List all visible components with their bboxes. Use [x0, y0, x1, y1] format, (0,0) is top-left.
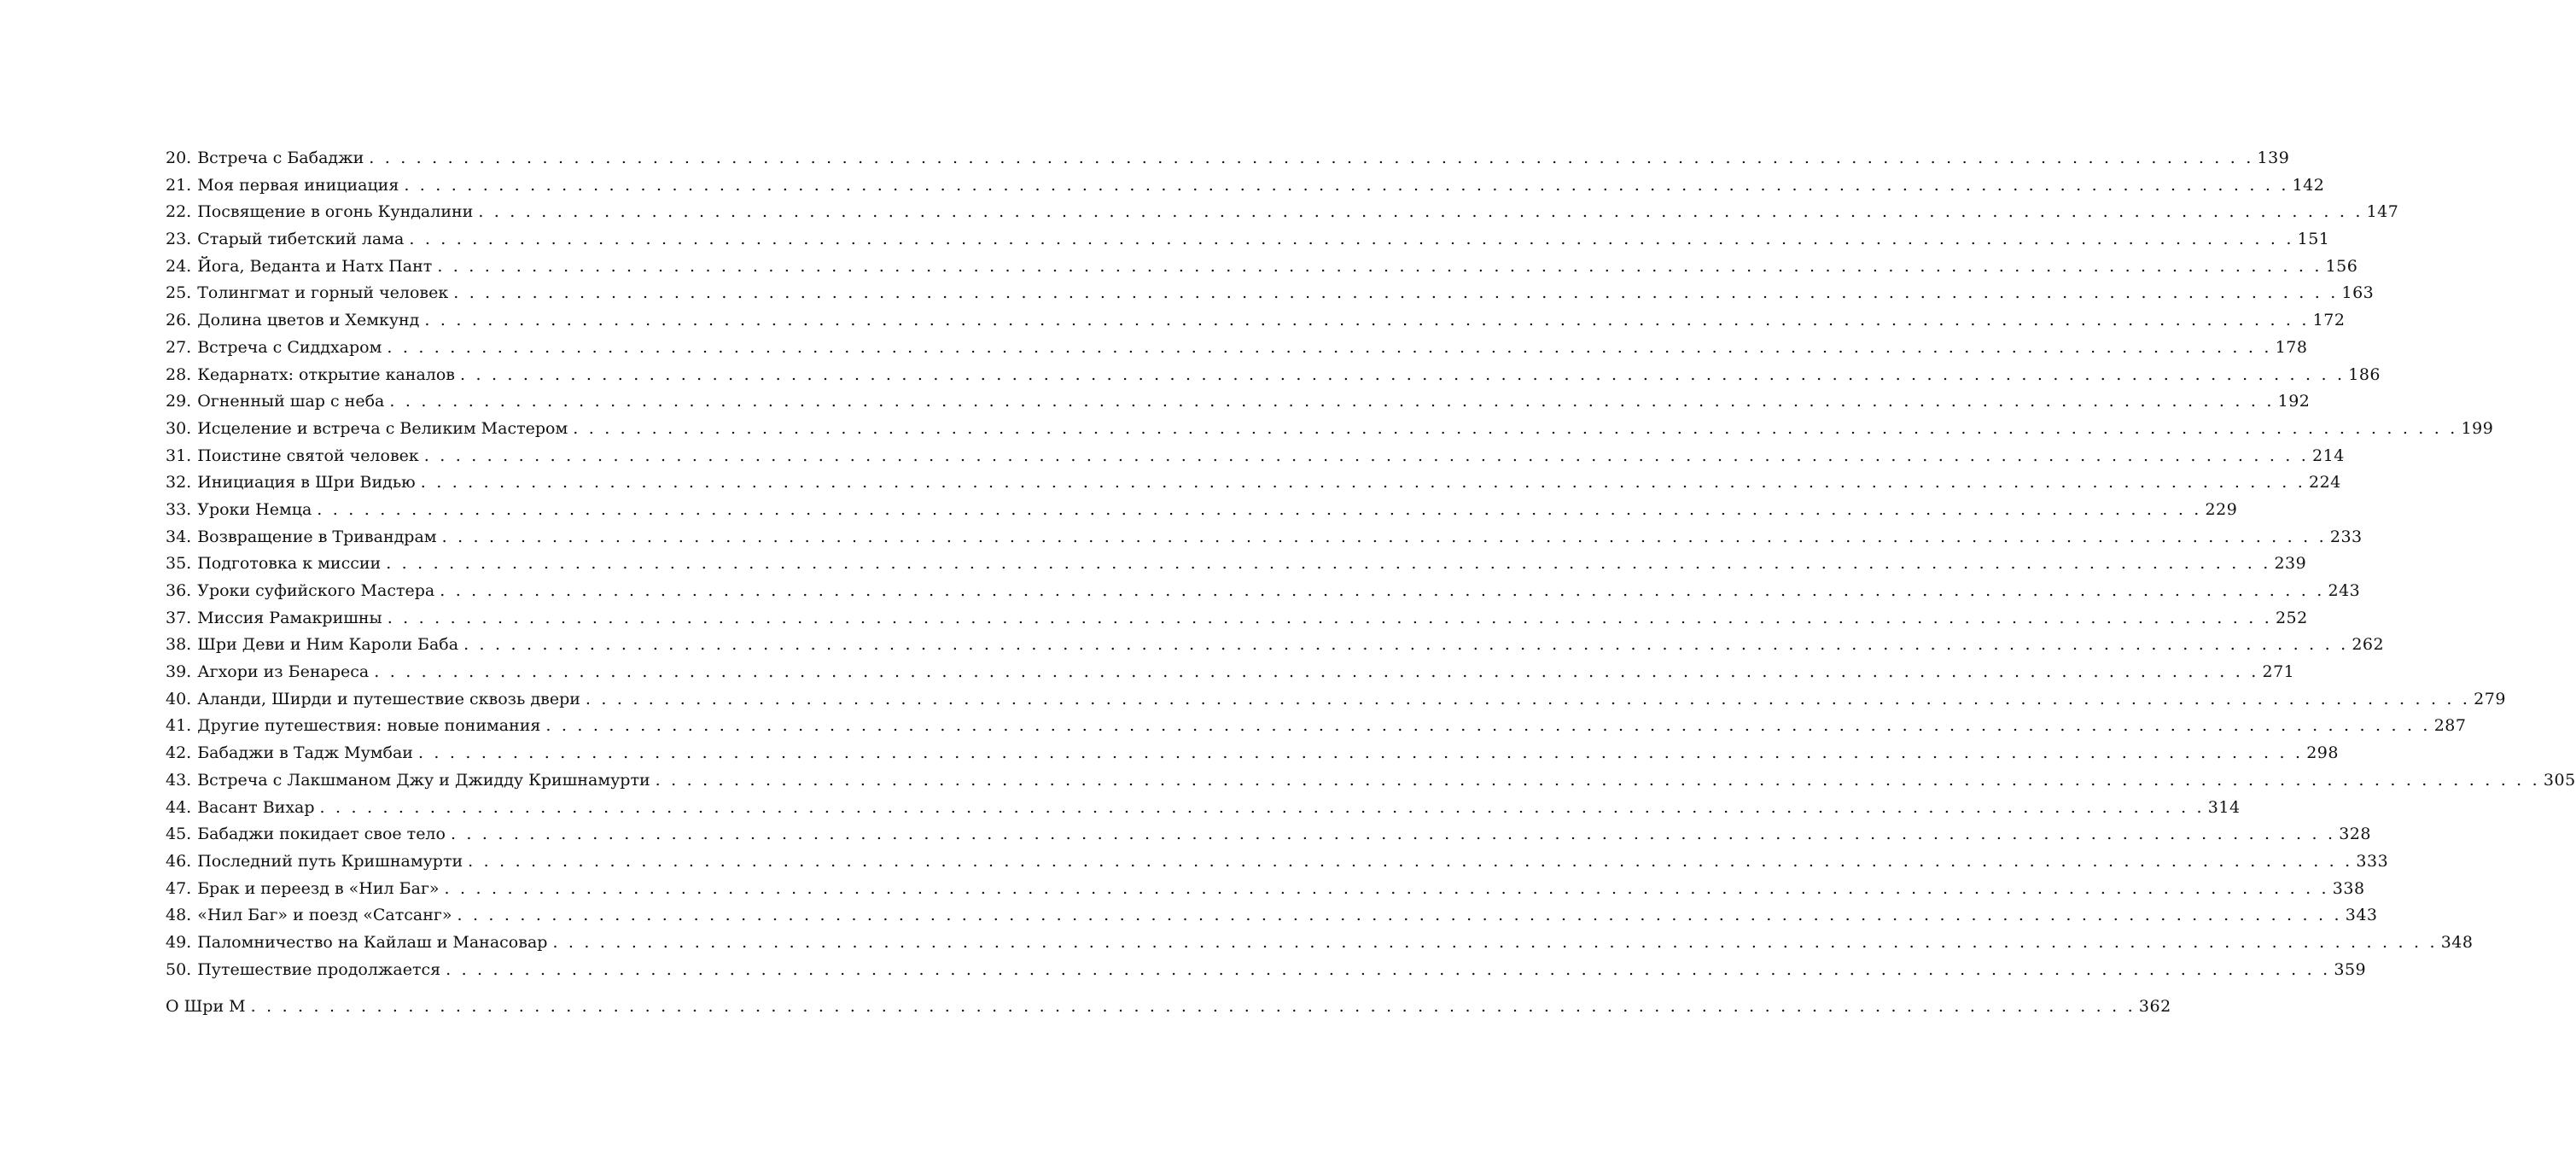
toc-entry — [166, 957, 2367, 984]
toc-entry — [166, 848, 2389, 876]
page-number: 172 — [2312, 311, 2346, 330]
chapter-title: Брак и переезд в «Нил Баг» — [197, 878, 440, 898]
page-number: 271 — [2262, 662, 2295, 682]
chapter-title: Другие путешествия: новые понимания — [197, 716, 541, 736]
chapter-number: 39. — [166, 662, 192, 682]
dot-leader: . . . . . . . . . . . . . . . . . . . . . . . . . . . . . . . . . . . . . . . . . . . . . . . . . . . . . . . . . . . . . . . . . . . . . . . . . . . . . . . . . . . . . . . . . . . . . . . . . . . . . . . . . . . . . . . . . . . . . . . . — [423, 446, 2310, 465]
chapter-title: Шри Деви и Ним Кароли Баба — [197, 635, 459, 655]
toc-entry — [166, 388, 2311, 416]
toc-entry — [166, 795, 2241, 822]
chapter-number: 35. — [166, 554, 192, 574]
dot-leader: . . . . . . . . . . . . . . . . . . . . . . . . . . . . . . . . . . . . . . . . . . . . . . . . . . . . . . . . . . . . . . . . . . . . . . . . . . . . . . . . . . . . . . . . . . . . . . . . . . . . . . . . . . . . . . . . . . . . . . . . — [386, 554, 2271, 574]
chapter-title: Посвящение в огонь Кундалини — [197, 202, 474, 222]
chapter-number: 23. — [166, 230, 192, 249]
chapter-number: 33. — [166, 499, 192, 519]
chapter-title: Подготовка к миссии — [197, 554, 382, 574]
chapter-number: 20. — [166, 149, 192, 167]
page-number: 199 — [2461, 418, 2494, 438]
page-number: 287 — [2433, 716, 2467, 736]
dot-leader: . . . . . . . . . . . . . . . . . . . . . . . . . . . . . . . . . . . . . . . . . . . . . . . . . . . . . . . . . . . . . . . . . . . . . . . . . . . . . . . . . . . . . . . . . . . . . . . . . . . . . . . . . . . . . . . . . . . . . . . . — [417, 743, 2304, 763]
dot-leader: . . . . . . . . . . . . . . . . . . . . . . . . . . . . . . . . . . . . . . . . . . . . . . . . . . . . . . . . . . . . . . . . . . . . . . . . . . . . . . . . . . . . . . . . . . . . . . . . . . . . . . . . . . . . . . . . . . . . . . . . — [369, 149, 2254, 167]
chapter-title: Инициация в Шри Видью — [197, 473, 416, 493]
chapter-title: Встреча с Сиддхаром — [197, 337, 382, 357]
toc-entry — [166, 659, 2295, 686]
dot-leader: . . . . . . . . . . . . . . . . . . . . . . . . . . . . . . . . . . . . . . . . . . . . . . . . . . . . . . . . . . . . . . . . . . . . . . . . . . . . . . . . . . . . . . . . . . . . . . . . . . . . . . . . . . . . . . . . . . . . . . . . — [440, 581, 2325, 600]
chapter-number: 40. — [166, 689, 192, 708]
chapter-number: 27. — [166, 337, 192, 357]
chapter-title: Долина цветов и Хемкунд — [197, 311, 420, 330]
chapter-title: Уроки Немца — [197, 499, 312, 519]
chapter-title: Бабаджи в Тадж Мумбаи — [197, 743, 413, 763]
page-number: 252 — [2275, 608, 2308, 627]
appendix-title: О Шри М — [166, 997, 246, 1017]
page-number: 156 — [2325, 256, 2358, 276]
page-number: 298 — [2306, 743, 2339, 763]
chapter-title: Васант Вихар — [197, 797, 315, 817]
chapter-number: 50. — [166, 959, 192, 979]
chapter-title: Аланди, Ширди и путешествие сквозь двери — [197, 689, 580, 708]
chapter-title: Толингмат и горный человек — [197, 283, 449, 303]
chapter-title: Встреча с Лакшманом Джу и Джидду Кришнамурти — [197, 770, 650, 790]
dot-leader: . . . . . . . . . . . . . . . . . . . . . . . . . . . . . . . . . . . . . . . . . . . . . . . . . . . . . . . . . . . . . . . . . . . . . . . . . . . . . . . . . . . . . . . . . . . . . . . . . . . . . . . . . . . . . . . . . . . . . . . . — [409, 230, 2294, 249]
chapter-number: 38. — [166, 635, 192, 655]
dot-leader: . . . . . . . . . . . . . . . . . . . . . . . . . . . . . . . . . . . . . . . . . . . . . . . . . . . . . . . . . . . . . . . . . . . . . . . . . . . . . . . . . . . . . . . . . . . . . . . . . . . . . . . . . . . . . . . . . . . . . . . . — [552, 932, 2438, 952]
dot-leader: . . . . . . . . . . . . . . . . . . . . . . . . . . . . . . . . . . . . . . . . . . . . . . . . . . . . . . . . . . . . . . . . . . . . . . . . . . . . . . . . . . . . . . . . . . . . . . . . . . . . . . . . . . . . . . . . . . . . . . . . — [573, 418, 2458, 438]
chapter-number: 24. — [166, 256, 192, 276]
chapter-title: Исцеление и встреча с Великим Мастером — [197, 418, 568, 438]
dot-leader: . . . . . . . . . . . . . . . . . . . . . . . . . . . . . . . . . . . . . . . . . . . . . . . . . . . . . . . . . . . . . . . . . . . . . . . . . . . . . . . . . . . . . . . . . . . . . . . . . . . . . . . . . . . . . . . . . . . . . . . . — [389, 392, 2275, 411]
chapter-number: 25. — [166, 283, 192, 303]
page-number: 314 — [2207, 797, 2241, 817]
chapter-number: 43. — [166, 770, 192, 790]
chapter-title: Йога, Веданта и Натх Пант — [197, 256, 433, 276]
page-number: 328 — [2339, 825, 2371, 844]
dot-leader: . . . . . . . . . . . . . . . . . . . . . . . . . . . . . . . . . . . . . . . . . . . . . . . . . . . . . . . . . . . . . . . . . . . . . . . . . . . . . . . . . . . . . . . . . . . . . . . . . . . . . . . . . . . . . . . . . . . . . . . . — [319, 797, 2205, 817]
chapter-title: Возвращение в Тривандрам — [197, 527, 437, 546]
page-number: 192 — [2277, 392, 2311, 411]
toc-entry — [166, 524, 2363, 551]
chapter-number: 31. — [166, 446, 192, 465]
dot-leader: . . . . . . . . . . . . . . . . . . . . . . . . . . . . . . . . . . . . . . . . . . . . . . . . . . . . . . . . . . . . . . . . . . . . . . . . . . . . . . . . . . . . . . . . . . . . . . . . . . . . . . . . . . . . . . . . . . . . . . . . — [463, 635, 2349, 655]
chapter-title: Огненный шар с неба — [197, 392, 385, 411]
page-number: 163 — [2341, 283, 2375, 303]
dot-leader: . . . . . . . . . . . . . . . . . . . . . . . . . . . . . . . . . . . . . . . . . . . . . . . . . . . . . . . . . . . . . . . . . . . . . . . . . . . . . . . . . . . . . . . . . . . . . . . . . . . . . . . . . . . . . . . . . . . . . . . . — [468, 851, 2353, 871]
dot-leader: . . . . . . . . . . . . . . . . . . . . . . . . . . . . . . . . . . . . . . . . . . . . . . . . . . . . . . . . . . . . . . . . . . . . . . . . . . . . . . . . . . . . . . . . . . . . . . . . . . . . . . . . . . . . . . . . . . . . . . . . — [453, 283, 2339, 303]
chapter-number: 47. — [166, 878, 192, 898]
chapter-number: 28. — [166, 364, 192, 384]
toc-appendix-entry — [166, 994, 2171, 1021]
toc-entry — [166, 199, 2399, 226]
chapter-number: 41. — [166, 716, 192, 736]
chapter-number: 30. — [166, 418, 192, 438]
toc-entry — [166, 145, 2290, 172]
dot-leader: . . . . . . . . . . . . . . . . . . . . . . . . . . . . . . . . . . . . . . . . . . . . . . . . . . . . . . . . . . . . . . . . . . . . . . . . . . . . . . . . . . . . . . . . . . . . . . . . . . . . . . . . . . . . . . . . . . . . . . . . — [446, 959, 2331, 979]
chapter-number: 46. — [166, 851, 192, 871]
chapter-number: 49. — [166, 932, 192, 952]
page-number: 229 — [2205, 499, 2238, 519]
chapter-number: 44. — [166, 797, 192, 817]
chapter-number: 29. — [166, 392, 192, 411]
dot-leader: . . . . . . . . . . . . . . . . . . . . . . . . . . . . . . . . . . . . . . . . . . . . . . . . . . . . . . . . . . . . . . . . . . . . . . . . . . . . . . . . . . . . . . . . . . . . . . . . . . . . . . . . . . . . . . . . . . . . . . . . — [585, 689, 2471, 708]
dot-leader: . . . . . . . . . . . . . . . . . . . . . . . . . . . . . . . . . . . . . . . . . . . . . . . . . . . . . . . . . . . . . . . . . . . . . . . . . . . . . . . . . . . . . . . . . . . . . . . . . . . . . . . . . . . . . . . . . . . . . . . . — [374, 662, 2259, 682]
chapter-number: 21. — [166, 175, 192, 195]
toc-entry — [166, 443, 2345, 470]
toc-entry — [166, 416, 2494, 443]
toc-entry — [166, 821, 2371, 848]
dot-leader: . . . . . . . . . . . . . . . . . . . . . . . . . . . . . . . . . . . . . . . . . . . . . . . . . . . . . . . . . . . . . . . . . . . . . . . . . . . . . . . . . . . . . . . . . . . . . . . . . . . . . . . . . . . . . . . . . . . . . . . . — [545, 716, 2431, 736]
dot-leader: . . . . . . . . . . . . . . . . . . . . . . . . . . . . . . . . . . . . . . . . . . . . . . . . . . . . . . . . . . . . . . . . . . . . . . . . . . . . . . . . . . . . . . . . . . . . . . . . . . . . . . . . . . . . . . . . . . . . . . . . — [420, 473, 2305, 493]
toc-entry — [166, 713, 2467, 740]
page-number: 214 — [2312, 446, 2345, 465]
dot-leader: . . . . . . . . . . . . . . . . . . . . . . . . . . . . . . . . . . . . . . . . . . . . . . . . . . . . . . . . . . . . . . . . . . . . . . . . . . . . . . . . . . . . . . . . . . . . . . . . . . . . . . . . . . . . . . . . . . . . . . . . — [387, 608, 2272, 627]
page-number: 362 — [2138, 997, 2171, 1017]
page-number: 151 — [2297, 230, 2330, 249]
toc-entry — [166, 226, 2330, 254]
toc-entry — [166, 740, 2339, 767]
dot-leader: . . . . . . . . . . . . . . . . . . . . . . . . . . . . . . . . . . . . . . . . . . . . . . . . . . . . . . . . . . . . . . . . . . . . . . . . . . . . . . . . . . . . . . . . . . . . . . . . . . . . . . . . . . . . . . . . . . . . . . . . — [424, 311, 2310, 330]
page-number: 142 — [2292, 175, 2325, 195]
toc-entry — [166, 362, 2381, 389]
dot-leader: . . . . . . . . . . . . . . . . . . . . . . . . . . . . . . . . . . . . . . . . . . . . . . . . . . . . . . . . . . . . . . . . . . . . . . . . . . . . . . . . . . . . . . . . . . . . . . . . . . . . . . . . . . . . . . . . . . . . . . . . — [450, 825, 2336, 844]
page-number: 233 — [2329, 527, 2363, 546]
page-number: 243 — [2328, 581, 2361, 600]
dot-leader: . . . . . . . . . . . . . . . . . . . . . . . . . . . . . . . . . . . . . . . . . . . . . . . . . . . . . . . . . . . . . . . . . . . . . . . . . . . . . . . . . . . . . . . . . . . . . . . . . . . . . . . . . . . . . . . . . . . . . . . . — [387, 337, 2272, 357]
chapter-title: Уроки суфийского Мастера — [197, 581, 435, 600]
dot-leader: . . . . . . . . . . . . . . . . . . . . . . . . . . . . . . . . . . . . . . . . . . . . . . . . . . . . . . . . . . . . . . . . . . . . . . . . . . . . . . . . . . . . . . . . . . . . . . . . . . . . . . . . . . . . . . . . . . . . . . . . — [444, 878, 2329, 898]
chapter-title: Встреча с Бабаджи — [197, 149, 364, 167]
dot-leader: . . . . . . . . . . . . . . . . . . . . . . . . . . . . . . . . . . . . . . . . . . . . . . . . . . . . . . . . . . . . . . . . . . . . . . . . . . . . . . . . . . . . . . . . . . . . . . . . . . . . . . . . . . . . . . . . . . . . . . . . — [404, 175, 2289, 195]
dot-leader: . . . . . . . . . . . . . . . . . . . . . . . . . . . . . . . . . . . . . . . . . . . . . . . . . . . . . . . . . . . . . . . . . . . . . . . . . . . . . . . . . . . . . . . . . . . . . . . . . . . . . . . . . . . . . . . . . . . . . . . . — [457, 906, 2342, 925]
page-number: 333 — [2356, 851, 2389, 871]
page-number: 186 — [2348, 364, 2381, 384]
toc-entry — [166, 497, 2238, 524]
toc-entry — [166, 254, 2358, 281]
toc-entry — [166, 578, 2361, 605]
chapter-title: Бабаджи покидает свое тело — [197, 825, 446, 844]
page-number: 178 — [2275, 337, 2308, 357]
chapter-number: 34. — [166, 527, 192, 546]
chapter-number: 45. — [166, 825, 192, 844]
toc-entry — [166, 172, 2325, 200]
chapter-number: 42. — [166, 743, 192, 763]
chapter-title: Поистине святой человек — [197, 446, 419, 465]
chapter-title: Миссия Рамакришны — [197, 608, 382, 627]
dot-leader: . . . . . . . . . . . . . . . . . . . . . . . . . . . . . . . . . . . . . . . . . . . . . . . . . . . . . . . . . . . . . . . . . . . . . . . . . . . . . . . . . . . . . . . . . . . . . . . . . . . . . . . . . . . . . . . . . . . . . . . . — [655, 770, 2540, 790]
page-number: 348 — [2440, 932, 2474, 952]
toc-entry — [166, 469, 2341, 497]
toc-entry — [166, 335, 2308, 362]
page-number: 147 — [2366, 202, 2399, 222]
toc-entry — [166, 551, 2307, 578]
chapter-number: 36. — [166, 581, 192, 600]
toc-entry — [166, 767, 2576, 795]
page-number: 239 — [2274, 554, 2307, 574]
page-number: 343 — [2345, 906, 2378, 925]
chapter-number: 48. — [166, 906, 192, 925]
dot-leader: . . . . . . . . . . . . . . . . . . . . . . . . . . . . . . . . . . . . . . . . . . . . . . . . . . . . . . . . . . . . . . . . . . . . . . . . . . . . . . . . . . . . . . . . . . . . . . . . . . . . . . . . . . . . . . . . . . . . . . . . — [250, 997, 2136, 1017]
chapter-number: 22. — [166, 202, 192, 222]
dot-leader: . . . . . . . . . . . . . . . . . . . . . . . . . . . . . . . . . . . . . . . . . . . . . . . . . . . . . . . . . . . . . . . . . . . . . . . . . . . . . . . . . . . . . . . . . . . . . . . . . . . . . . . . . . . . . . . . . . . . . . . . — [317, 499, 2202, 519]
chapter-title: Агхори из Бенареса — [197, 662, 370, 682]
toc-entry — [166, 930, 2474, 957]
dot-leader: . . . . . . . . . . . . . . . . . . . . . . . . . . . . . . . . . . . . . . . . . . . . . . . . . . . . . . . . . . . . . . . . . . . . . . . . . . . . . . . . . . . . . . . . . . . . . . . . . . . . . . . . . . . . . . . . . . . . . . . . — [459, 364, 2346, 384]
page-number: 305 — [2543, 770, 2576, 790]
chapter-title: Паломничество на Кайлаш и Манасовар — [197, 932, 548, 952]
page-number: 359 — [2334, 959, 2367, 979]
chapter-number: 32. — [166, 473, 192, 493]
toc-entry — [166, 280, 2375, 307]
table-of-contents — [166, 145, 2576, 1021]
dot-leader: . . . . . . . . . . . . . . . . . . . . . . . . . . . . . . . . . . . . . . . . . . . . . . . . . . . . . . . . . . . . . . . . . . . . . . . . . . . . . . . . . . . . . . . . . . . . . . . . . . . . . . . . . . . . . . . . . . . . . . . . — [478, 202, 2363, 222]
page-number: 224 — [2309, 473, 2341, 493]
toc-entry — [166, 902, 2378, 930]
dot-leader: . . . . . . . . . . . . . . . . . . . . . . . . . . . . . . . . . . . . . . . . . . . . . . . . . . . . . . . . . . . . . . . . . . . . . . . . . . . . . . . . . . . . . . . . . . . . . . . . . . . . . . . . . . . . . . . . . . . . . . . . — [441, 527, 2327, 546]
page-number: 279 — [2474, 689, 2506, 708]
toc-entry — [166, 686, 2506, 714]
chapter-title: Старый тибетский лама — [197, 230, 405, 249]
chapter-number: 37. — [166, 608, 192, 627]
chapter-title: Последний путь Кришнамурти — [197, 851, 463, 871]
dot-leader: . . . . . . . . . . . . . . . . . . . . . . . . . . . . . . . . . . . . . . . . . . . . . . . . . . . . . . . . . . . . . . . . . . . . . . . . . . . . . . . . . . . . . . . . . . . . . . . . . . . . . . . . . . . . . . . . . . . . . . . . — [437, 256, 2322, 276]
chapter-title: «Нил Баг» и поезд «Сатсанг» — [197, 906, 452, 925]
chapter-number: 26. — [166, 311, 192, 330]
chapter-title: Кедарнатх: открытие каналов — [197, 364, 455, 384]
page-number: 338 — [2332, 878, 2365, 898]
chapter-title: Путешествие продолжается — [197, 959, 441, 979]
chapter-title: Моя первая инициация — [197, 175, 399, 195]
page-number: 262 — [2352, 635, 2385, 655]
toc-entry — [166, 632, 2385, 659]
toc-entry — [166, 307, 2346, 335]
page-number: 139 — [2257, 149, 2290, 167]
toc-entry — [166, 876, 2365, 903]
toc-entry — [166, 605, 2308, 632]
